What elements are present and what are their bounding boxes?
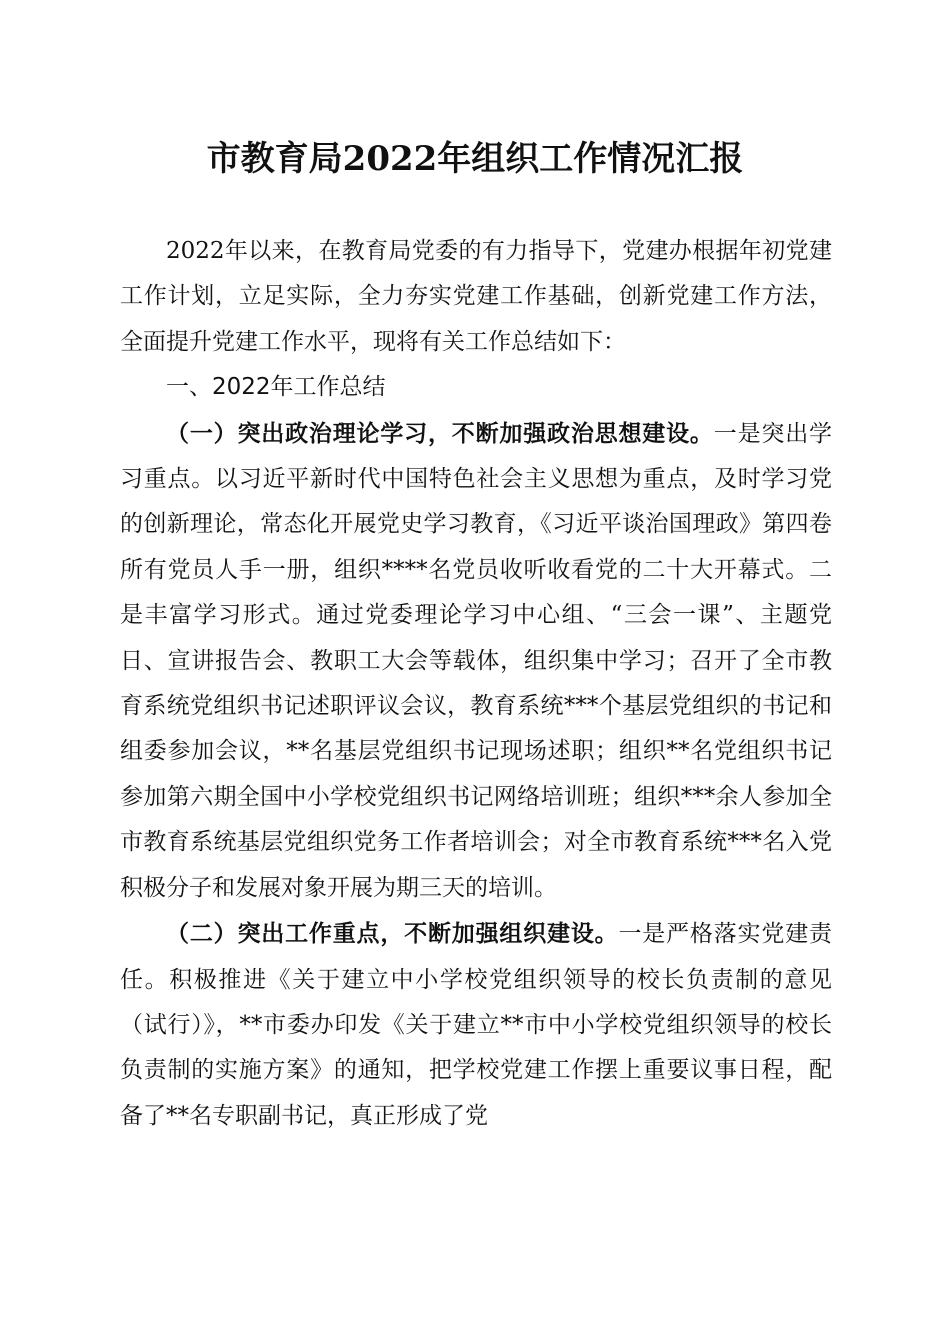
document-body bbox=[120, 229, 832, 1139]
item-2-lead: （二）突出工作重点，不断加强组织建设。 bbox=[166, 920, 619, 948]
item-1-text: 一是突出学习重点。以习近平新时代中国特色社会主义思想为重点，及时学习党的创新理论，常态化开展党史学习教育，《习近平谈治国理政》第四卷所有党员人手一册，组织****名党员收听收看党的二十大开幕式。二是丰富学习形式。通过党委理论学习中心组、“三会一课”、主题党日、宣讲报告会、教职工大会等载体，组织集中学习；召开了全市教育系统党组织书记述职评议会议，教育系统***个基层党组织的书记和组委参加会议，**名基层党组织书记现场述职；组织**名党组织书记参加第六期全国中小学校党组织书记网络培训班；组织***余人参加全市教育系统基层党组织党务工作者培训会；对全市教育系统***名入党积极分子和发展对象开展为期三天的培训。 bbox=[120, 420, 833, 901]
section-heading: 一、2022年工作总结 bbox=[166, 374, 386, 401]
document-title: 市教育局2022年组织工作情况汇报 bbox=[206, 139, 744, 179]
item-1-lead: （一）突出政治理论学习，不断加强政治思想建设。 bbox=[166, 419, 714, 447]
paragraph-item-1 bbox=[120, 411, 832, 911]
item-2-text: 一是严格落实党建责任。积极推进《关于建立中小学校党组织领导的校长负责制的意见（试行）》，**市委办印发《关于建立**市中小学校党组织领导的校长负责制的实施方案》的通知，把学校党建工作摆上重要议事日程，配备了**名专职副书记，真正形成了党 bbox=[120, 921, 833, 1129]
paragraph-item-2 bbox=[120, 911, 832, 1139]
intro-paragraph: 2022年以来，在教育局党委的有力指导下，党建办根据年初党建工作计划，立足实际，全力夯实党建工作基础，创新党建工作方法，全面提升党建工作水平，现将有关工作总结如下： bbox=[120, 238, 832, 355]
